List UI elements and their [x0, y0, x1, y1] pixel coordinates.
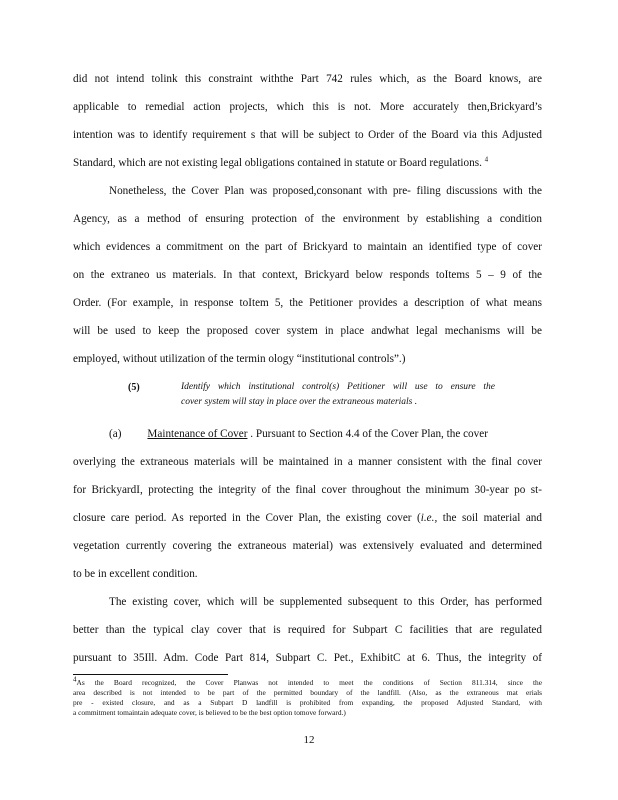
subsection-a-line-3: for BrickyardI, protecting the integrity of the final cover throughout the minimum 30-year po st- — [73, 484, 542, 496]
paragraph-1-line-2: applicable to remedial action projects, which this is not. More accurately then,Brickyard’s — [73, 101, 542, 113]
footnote-line-2: area described is not intended to be part of the permitted boundary of the landfill. (Also, as the extraneous mat erials — [73, 688, 542, 697]
footnote-line-1-text: As the Board recognized, the Cover Planwas not intended to meet the conditions of Section 811.314, since the — [76, 678, 542, 687]
paragraph-1-line-3: intention was to identify requirement s that will be subject to Order of the Board via this Adjusted — [73, 129, 542, 141]
footnote-marker: 4 — [73, 675, 77, 684]
subsection-a-line-1-rest: . Pursuant to Section 4.4 of the Cover Plan, the cover — [247, 428, 488, 440]
paragraph-1-line-1: did not intend tolink this constraint withthe Part 742 rules which, as the Board knows, are — [73, 73, 542, 85]
subsection-a-heading: Maintenance of Cover — [147, 428, 248, 440]
paragraph-2-line-5: Order. (For example, in response toItem 5, the Petitioner provides a description of what means — [73, 297, 542, 309]
footnote-divider — [73, 674, 228, 675]
paragraph-2-line-6: will be used to keep the proposed cover system in place andwhat legal mechanisms will be — [73, 325, 542, 337]
footnote-line-3: pre - existed closure, and as a Subpart D landfill is prohibited from expanding, the proposed Adjusted Standard, with — [73, 698, 542, 707]
paragraph-2-line-3: which evidences a commitment on the part of Brickyard to maintain an identified type of cover — [73, 241, 542, 253]
page-number: 12 — [303, 734, 315, 746]
paragraph-4-line-3: pursuant to 35Ill. Adm. Code Part 814, Subpart C. Pet., ExhibitC at 6. Thus, the integrity of — [73, 652, 542, 664]
item-5-line-2: cover system will stay in place over the extraneous materials . — [181, 397, 418, 407]
footnote-reference: 4 — [484, 155, 489, 164]
subsection-a-line-6: to be in excellent condition. — [73, 568, 198, 580]
item-5-line-1: Identify which institutional control(s) Petitioner will use to ensure the — [181, 382, 495, 392]
paragraph-1-line-4-text: Standard, which are not existing legal obligations contained in statute or Board regulations. — [73, 157, 485, 169]
ie-abbreviation: i.e., — [420, 512, 438, 524]
paragraph-4-line-1: The existing cover, which will be supplemented subsequent to this Order, has performed — [109, 596, 542, 608]
paragraph-2-line-7: employed, without utilization of the termin ology “institutional controls”.) — [73, 353, 406, 365]
item-5-number: (5) — [128, 382, 140, 393]
paragraph-1-line-4 — [73, 156, 542, 170]
paragraph-2-line-1: Nonetheless, the Cover Plan was proposed,consonant with pre- filing discussions with the — [109, 185, 542, 197]
footnote-line-4: a commitment tomaintain adequate cover, is believed to be the best option tomove forward.) — [73, 708, 346, 717]
paragraph-2-line-2: Agency, as a method of ensuring protection of the environment by establishing a condition — [73, 213, 542, 225]
subsection-a-line-5: vegetation currently covering the extraneous material) was extensively evaluated and determined — [73, 540, 542, 552]
footnote-line-1 — [73, 675, 542, 688]
subsection-a-line-1 — [109, 427, 542, 441]
subsection-a-label: (a) — [109, 428, 122, 440]
paragraph-4-line-2: better than the typical clay cover that is required for Subpart C facilities that are regulated — [73, 624, 542, 636]
subsection-a-line-4: closure care period. As reported in the Cover Plan, the existing cover (i.e., the soil material and — [73, 512, 542, 524]
paragraph-2-line-4: on the extraneo us materials. In that context, Brickyard below responds toItems 5 – 9 of the — [73, 269, 542, 281]
subsection-a-line-2: overlying the extraneous materials will be maintained in a manner consistent with the final cover — [73, 456, 542, 468]
